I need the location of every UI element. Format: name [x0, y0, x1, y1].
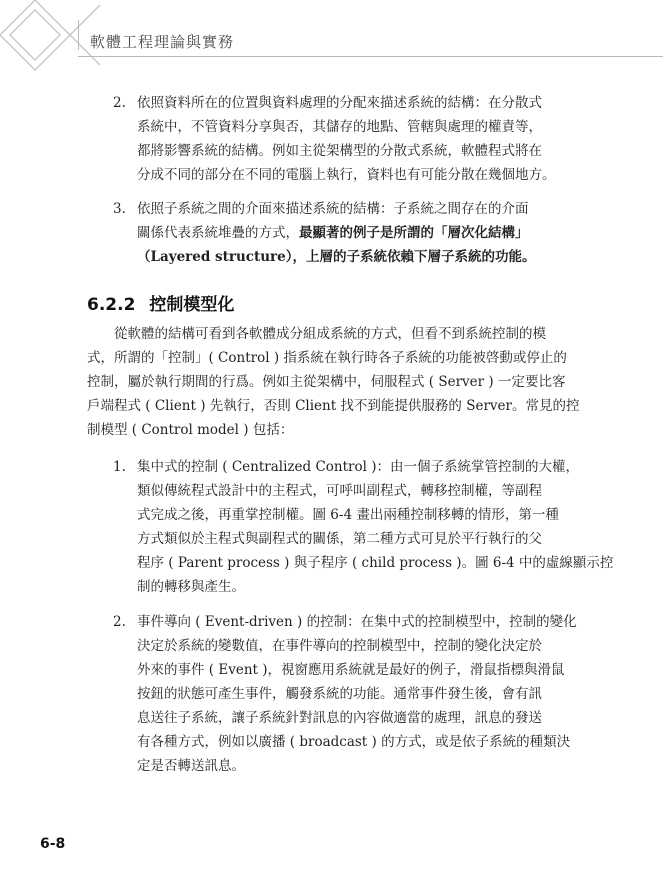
header-vertical-rule	[78, 20, 79, 50]
text-line: 都將影響系統的結構。例如主從架構型的分散式系統，軟體程式將在	[137, 143, 542, 159]
text-line: 控制，屬於執行期間的行爲。例如主從架構中，伺服程式 ( Server ) 一定要比客	[87, 374, 566, 390]
text-line: 方式類似於主程式與副程式的關係，第二種方式可見於平行執行的父	[137, 531, 542, 547]
text-line: 依照資料所在的位置與資料處理的分配來描述系統的結構：在分散式	[137, 95, 542, 111]
text-line: 外來的事件 ( Event )，視窗應用系統就是最好的例子，滑鼠指標與滑鼠	[137, 662, 565, 678]
section-heading	[87, 290, 234, 315]
text-line: 分成不同的部分在不同的電腦上執行，資料也有可能分散在幾個地方。	[137, 167, 556, 183]
text-line: 類似傳統程式設計中的主程式，可呼叫副程式，轉移控制權，等副程	[137, 483, 542, 499]
list-item-text	[137, 455, 614, 599]
text-line: 依照子系統之間的介面來描述系統的結構：子系統之間存在的介面	[137, 201, 529, 217]
list-number: 2.	[113, 614, 126, 630]
text-line: 定是否轉送訊息。	[137, 758, 245, 774]
body-paragraph	[87, 322, 579, 442]
bold-emphasis: 最顯著的例子是所謂的「層次化結構」	[299, 225, 529, 241]
text-line-bold: （Layered structure），上層的子系統依賴下層子系統的功能。	[137, 249, 536, 265]
text-line: 有各種方式，例如以廣播 ( broadcast ) 的方式，或是依子系統的種類決	[137, 734, 571, 750]
list-item-text	[137, 197, 581, 269]
section-number: 6.2.2	[87, 295, 136, 315]
running-head-title: 軟體工程理論與實務	[90, 33, 235, 51]
list-number: 1.	[113, 459, 126, 475]
text-line: 事件導向 ( Event-driven ) 的控制：在集中式的控制模型中，控制的變化	[137, 614, 577, 630]
list-number: 3.	[113, 201, 126, 217]
text-line: 制的轉移與產生。	[137, 579, 245, 595]
text-line: 息送往子系統，讓子系統針對訊息的內容做適當的處理，訊息的發送	[137, 710, 542, 726]
text-line: 從軟體的結構可看到各軟體成分組成系統的方式，但看不到系統控制的模	[114, 326, 546, 342]
text-line: 式完成之後，再重掌控制權。圖 6-4 畫出兩種控制移轉的情形，第一種	[137, 507, 559, 523]
text-line: 制模型 ( Control model ) 包括：	[87, 422, 294, 438]
text-line	[137, 221, 581, 245]
list-number: 2.	[113, 95, 126, 111]
text-line: 系統中，不管資料分享與否，其儲存的地點、管轄與處理的權責等，	[137, 119, 542, 135]
text-line: 按鈕的狀態可產生事件，觸發系統的功能。通常事件發生後，會有訊	[137, 686, 542, 702]
text-line: 決定於系統的變數值，在事件導向的控制模型中，控制的變化決定於	[137, 638, 542, 654]
list-item-text	[137, 91, 581, 187]
page-number: 6-8	[40, 836, 66, 852]
header-rule	[78, 56, 663, 57]
section-title: 控制模型化	[149, 295, 235, 315]
list-item-text	[137, 610, 581, 778]
text-line: 程序 ( Parent process ) 與子程序 ( child process )。圖 6-4 中的虛線顯示控	[137, 555, 614, 571]
text-line-lead: 關係代表系統堆疊的方式，	[137, 225, 299, 241]
text-line: 戶端程式 ( Client ) 先執行，否則 Client 找不到能提供服務的 Server。常見的控	[87, 398, 580, 414]
text-line: 式，所謂的「控制」( Control ) 指系統在執行時各子系統的功能被啓動或停止的	[87, 350, 567, 366]
text-line: 集中式的控制 ( Centralized Control )：由一個子系統掌管控制的大權，	[137, 459, 579, 475]
